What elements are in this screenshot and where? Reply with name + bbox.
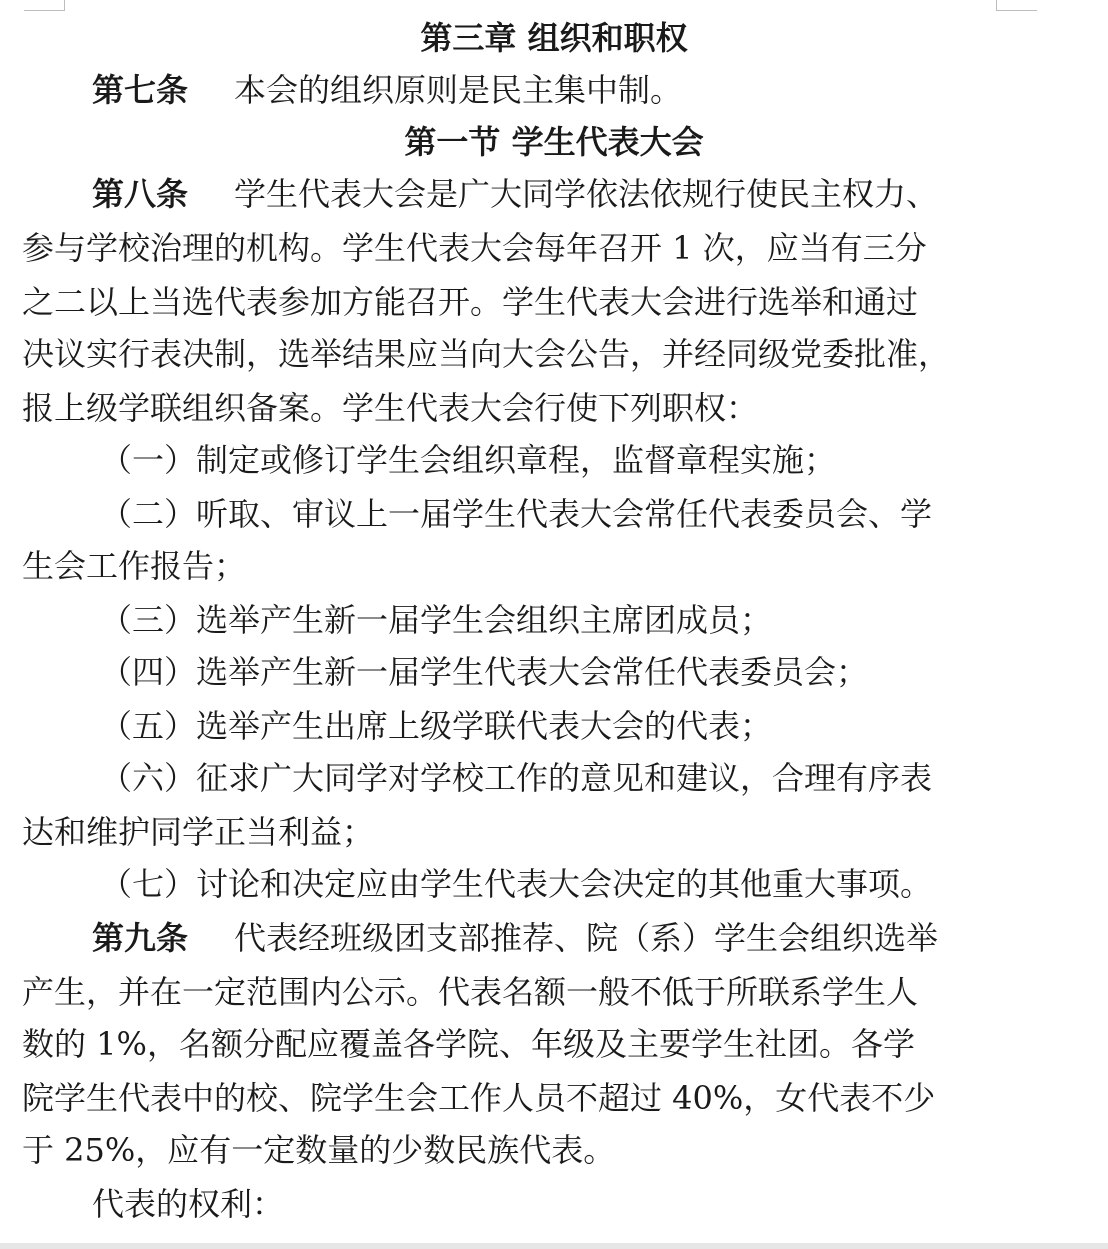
article-9-first-line — [92, 912, 938, 964]
article-8-line-5: 报上级学联组织备案。学生代表大会行使下列职权： — [22, 389, 759, 427]
list-item-6-continued: 达和维护同学正当利益； — [22, 813, 375, 851]
section-title: 第一节 学生代表大会 — [404, 123, 704, 161]
chapter-title: 第三章 组织和职权 — [420, 19, 688, 57]
article-9-line-2: 产生，并在一定范围内公示。代表名额一般不低于所联系学生人 — [22, 973, 919, 1011]
article-8-line-1: 学生代表大会是广大同学依法依规行使民主权力、 — [234, 175, 939, 213]
article-8-line-2: 参与学校治理的机构。学生代表大会每年召开 1 次，应当有三分 — [22, 229, 927, 267]
list-item-5: （五）选举产生出席上级学联代表大会的代表； — [100, 707, 773, 745]
list-item-7: （七）讨论和决定应由学生代表大会决定的其他重大事项。 — [100, 865, 933, 903]
article-9-label: 第九条 — [92, 919, 189, 957]
page-bottom-edge — [0, 1243, 1108, 1249]
article-8-first-line — [92, 168, 938, 220]
list-item-6: （六）征求广大同学对学校工作的意见和建议，合理有序表 — [100, 759, 933, 797]
article-9-line-4: 院学生代表中的校、院学生会工作人员不超过 40%，女代表不少 — [22, 1079, 936, 1117]
list-item-2-continued: 生会工作报告； — [22, 547, 247, 585]
article-7-label: 第七条 — [92, 71, 189, 109]
list-item-3: （三）选举产生新一届学生会组织主席团成员； — [100, 601, 773, 639]
article-8-label: 第八条 — [92, 175, 189, 213]
article-8-line-3: 之二以上当选代表参加方能召开。学生代表大会进行选举和通过 — [22, 283, 919, 321]
list-item-2: （二）听取、审议上一届学生代表大会常任代表委员会、学 — [100, 495, 933, 533]
article-7 — [92, 64, 682, 116]
article-9-line-3: 数的 1%，名额分配应覆盖各学院、年级及主要学生社团。各学 — [22, 1025, 915, 1063]
article-7-text: 本会的组织原则是民主集中制。 — [234, 71, 683, 109]
list-item-1: （一）制定或修订学生会组织章程，监督章程实施； — [100, 441, 837, 479]
article-9-line-1: 代表经班级团支部推荐、院（系）学生会组织选举 — [234, 919, 939, 957]
list-item-4: （四）选举产生新一届学生代表大会常任代表委员会； — [100, 653, 869, 691]
article-9-line-5: 于 25%，应有一定数量的少数民族代表。 — [22, 1131, 616, 1169]
page-corner-mark-right — [996, 0, 1037, 11]
rights-heading: 代表的权利： — [92, 1185, 285, 1223]
page-corner-mark-left — [24, 0, 65, 11]
article-8-line-4: 决议实行表决制，选举结果应当向大会公告，并经同级党委批准， — [22, 335, 951, 373]
